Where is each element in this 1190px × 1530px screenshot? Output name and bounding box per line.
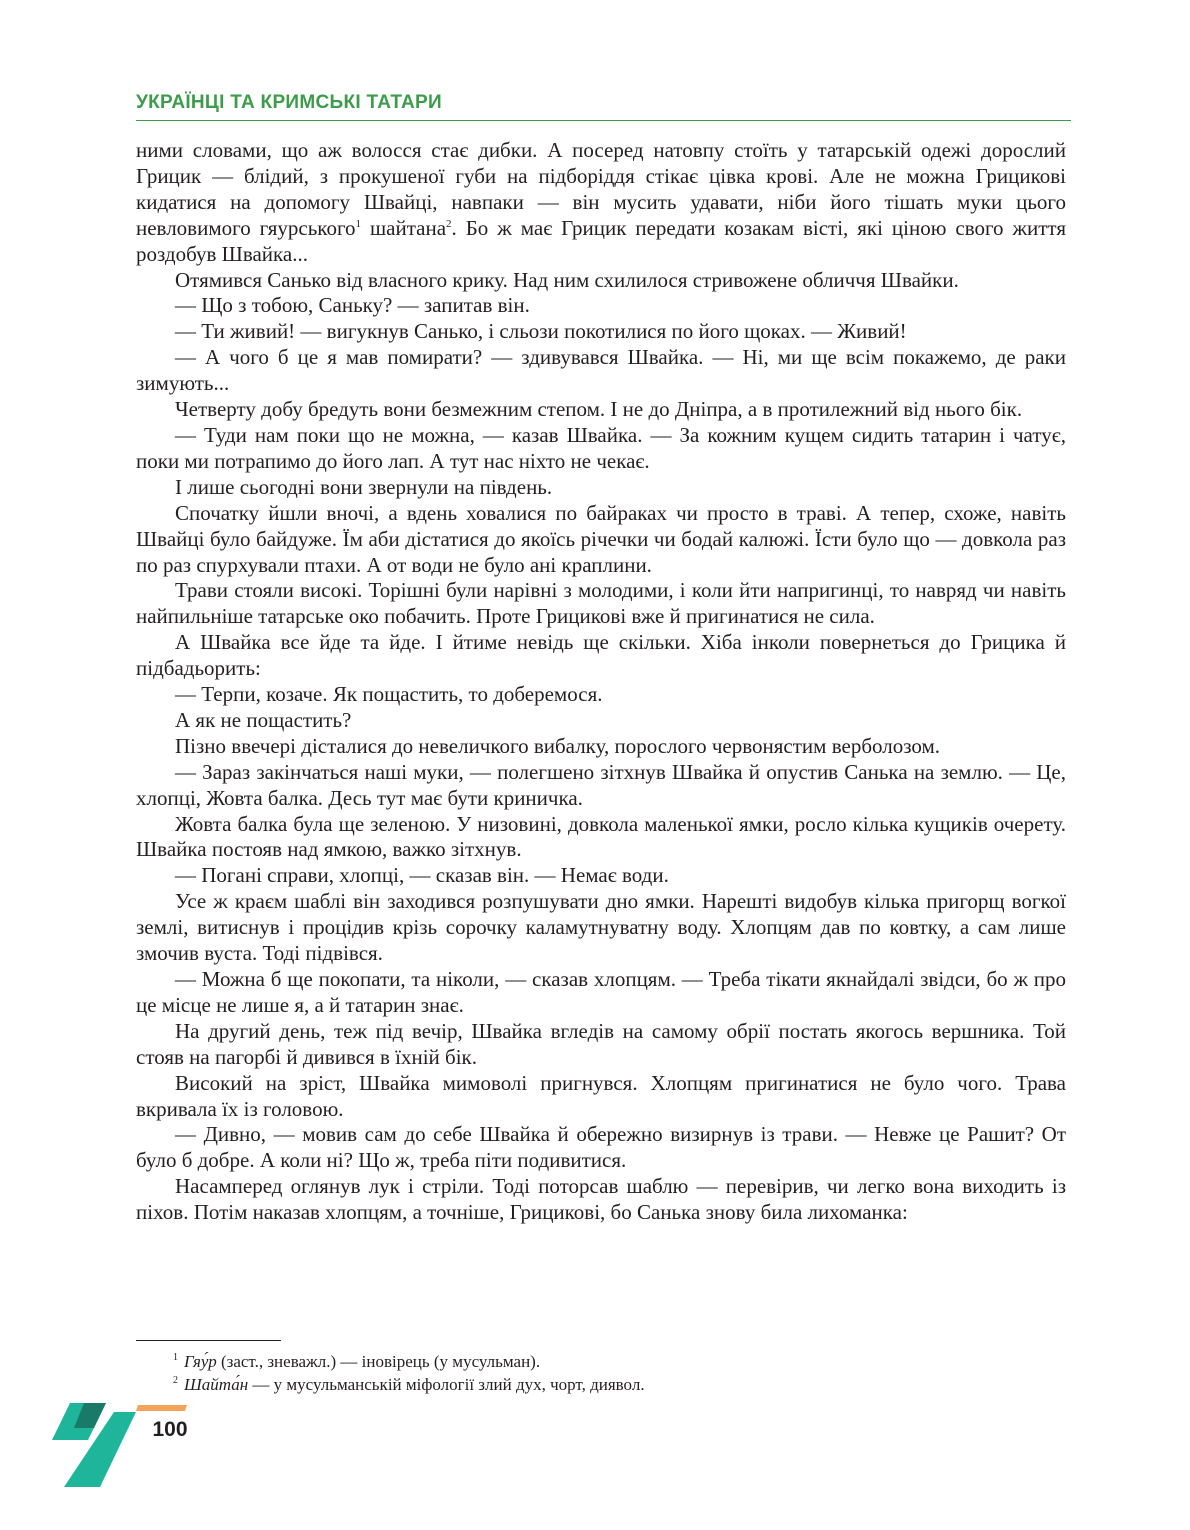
paragraph: — Погані справи, хлопці, — сказав він. — Немає води. (175, 863, 669, 888)
running-header (136, 92, 1071, 121)
paragraph: — Дивно, — мовив сам до себе Швайка й обережно визирнув із трави. — Невже це Рашит? От було б добре. А коли ні? Що ж, треба піти подивитися. (136, 1122, 1066, 1173)
paragraph: На другий день, теж під вечір, Швайка вгледів на самому обрії постать якогось вершника. Той стояв на пагорбі й дивився в їхній бік. (136, 1018, 1066, 1069)
paragraph: Отямився Санько від власного крику. Над ним схилилося стривожене обличчя Швайки. (175, 267, 959, 292)
paragraph: Четверту добу бредуть вони безмежним степом. І не до Дніпра, а в протилежний від нього бік. (175, 397, 1023, 422)
paragraph: — Терпи, козаче. Як пощастить, то доберемося. (175, 682, 603, 707)
footnote-definition: — у мусульманській міфології злий дух, чорт, диявол. (248, 1375, 645, 1394)
header-title: УКРАЇНЦІ ТА КРИМСЬКІ ТАТАРИ (136, 92, 442, 113)
paragraph: — Зараз закінчаться наші муки, — полегшено зітхнув Швайка й опустив Санька на землю. — Це, хлопці, Жовта балка. Десь тут має бути криничка. (136, 759, 1066, 810)
footnote (173, 1350, 1053, 1373)
paragraph: А Швайка все йде та йде. І йтиме невідь ще скільки. Хіба інколи повернеться до Грицика й підбадьорить: (136, 630, 1066, 681)
paragraph: — Можна б ще покопати, та ніколи, — сказав хлопцям. — Треба тікати якнайдалі звідси, бо ж про це місце не лише я, а й татарин знає. (136, 967, 1066, 1017)
paragraph: І лише сьогодні вони звернули на південь. (175, 474, 553, 499)
deco-orange-bar (136, 1405, 187, 1411)
body-text (136, 138, 1066, 1226)
paragraph: Усе ж краєм шаблі він заходився розпушувати дно ямки. Нарешті видобув кілька пригорщ вогкої землі, витиснув і процідив крізь сорочку каламутнуватну воду. Хлопцям дав по ковтку, а сам лише змочив вуста. Тоді підвівся. (136, 889, 1066, 966)
footnote-definition: (заст., зневажл.) — іновірець (у мусульман). (216, 1352, 541, 1371)
footnote-number: 2 (173, 1375, 178, 1386)
footnote-ref[interactable]: 2 (446, 217, 452, 230)
paragraph: ними словами, що аж волосся стає дибки. А посеред натовпу стоїть у татарській одежі дорослий Грицик — блідий, з прокушеної губи на підборіддя стікає цівка крові. Але не можна Грицикові кидатися на допомогу Швайці, навпаки — він мусить удавати, ніби його тішать муки цього невловимого гяурського$^1$ шайтана$^2$. Бо ж має Грицик передати козакам вісті, які ціною свого життя роздобув Швайка... (136, 138, 1066, 266)
paragraph: Високий на зріст, Швайка мимоволі пригнувся. Хлопцям пригинатися не було чого. Трава вкривала їх із головою. (136, 1070, 1066, 1121)
paragraph: Трави стояли високі. Торішні були нарівні з молодими, і коли йти напригинці, то навряд чи навіть найпильніше татарське око побачить. Проте Грицикові вже й пригинатися не сила. (136, 578, 1066, 629)
paragraph: Жовта балка була ще зеленою. У низовині, довкола маленької ямки, росло кілька кущиків очерету. Швайка постояв над ямкою, важко зітхнув. (136, 811, 1066, 862)
paragraph: А як не пощастить? (175, 707, 352, 732)
page-number: 100 (152, 1418, 188, 1441)
page-corner-decoration (0, 0, 200, 1530)
paragraph: Насамперед оглянув лук і стріли. Тоді поторсав шаблю — перевірив, чи легко вона виходить із піхов. Потім наказав хлопцям, а точніше, Грицикові, бо Санька знову била лихоманка: (136, 1174, 1066, 1225)
paragraph: — Що з тобою, Саньку? — запитав він. (175, 293, 530, 318)
paragraph: — Ти живий! — вигукнув Санько, і сльози покотилися по його щоках. — Живий! (175, 319, 907, 344)
footnote-ref[interactable]: 1 (355, 217, 362, 230)
paragraph: — Туди нам поки що не можна, — казав Швайка. — За кожним кущем сидить татарин і чатує, поки ми потрапимо до його лап. А тут нас ніхто не чекає. (136, 422, 1066, 473)
footnote (173, 1373, 1053, 1396)
paragraph: Пізно ввечері дісталися до невеличкого вибалку, порослого червонястим верболозом. (175, 733, 941, 758)
footnote-term: Гяу́р (184, 1352, 217, 1371)
footnote-number: 1 (173, 1352, 178, 1363)
footnote-term: Шайта́н (184, 1375, 249, 1394)
paragraph: Спочатку йшли вночі, а вдень ховалися по байраках чи просто в траві. А тепер, схоже, навіть Швайці було байдуже. Їм аби дістатися до якоїсь річечки чи бодай калюжі. Їсти було що — довкола раз по раз спурхували птахи. А от води не було ані краплини. (136, 500, 1066, 577)
footnotes (173, 1350, 1053, 1396)
paragraph: — А чого б це я мав помирати? — здивувався Швайка. — Ні, ми ще всім покажемо, де раки зимують... (136, 345, 1066, 396)
